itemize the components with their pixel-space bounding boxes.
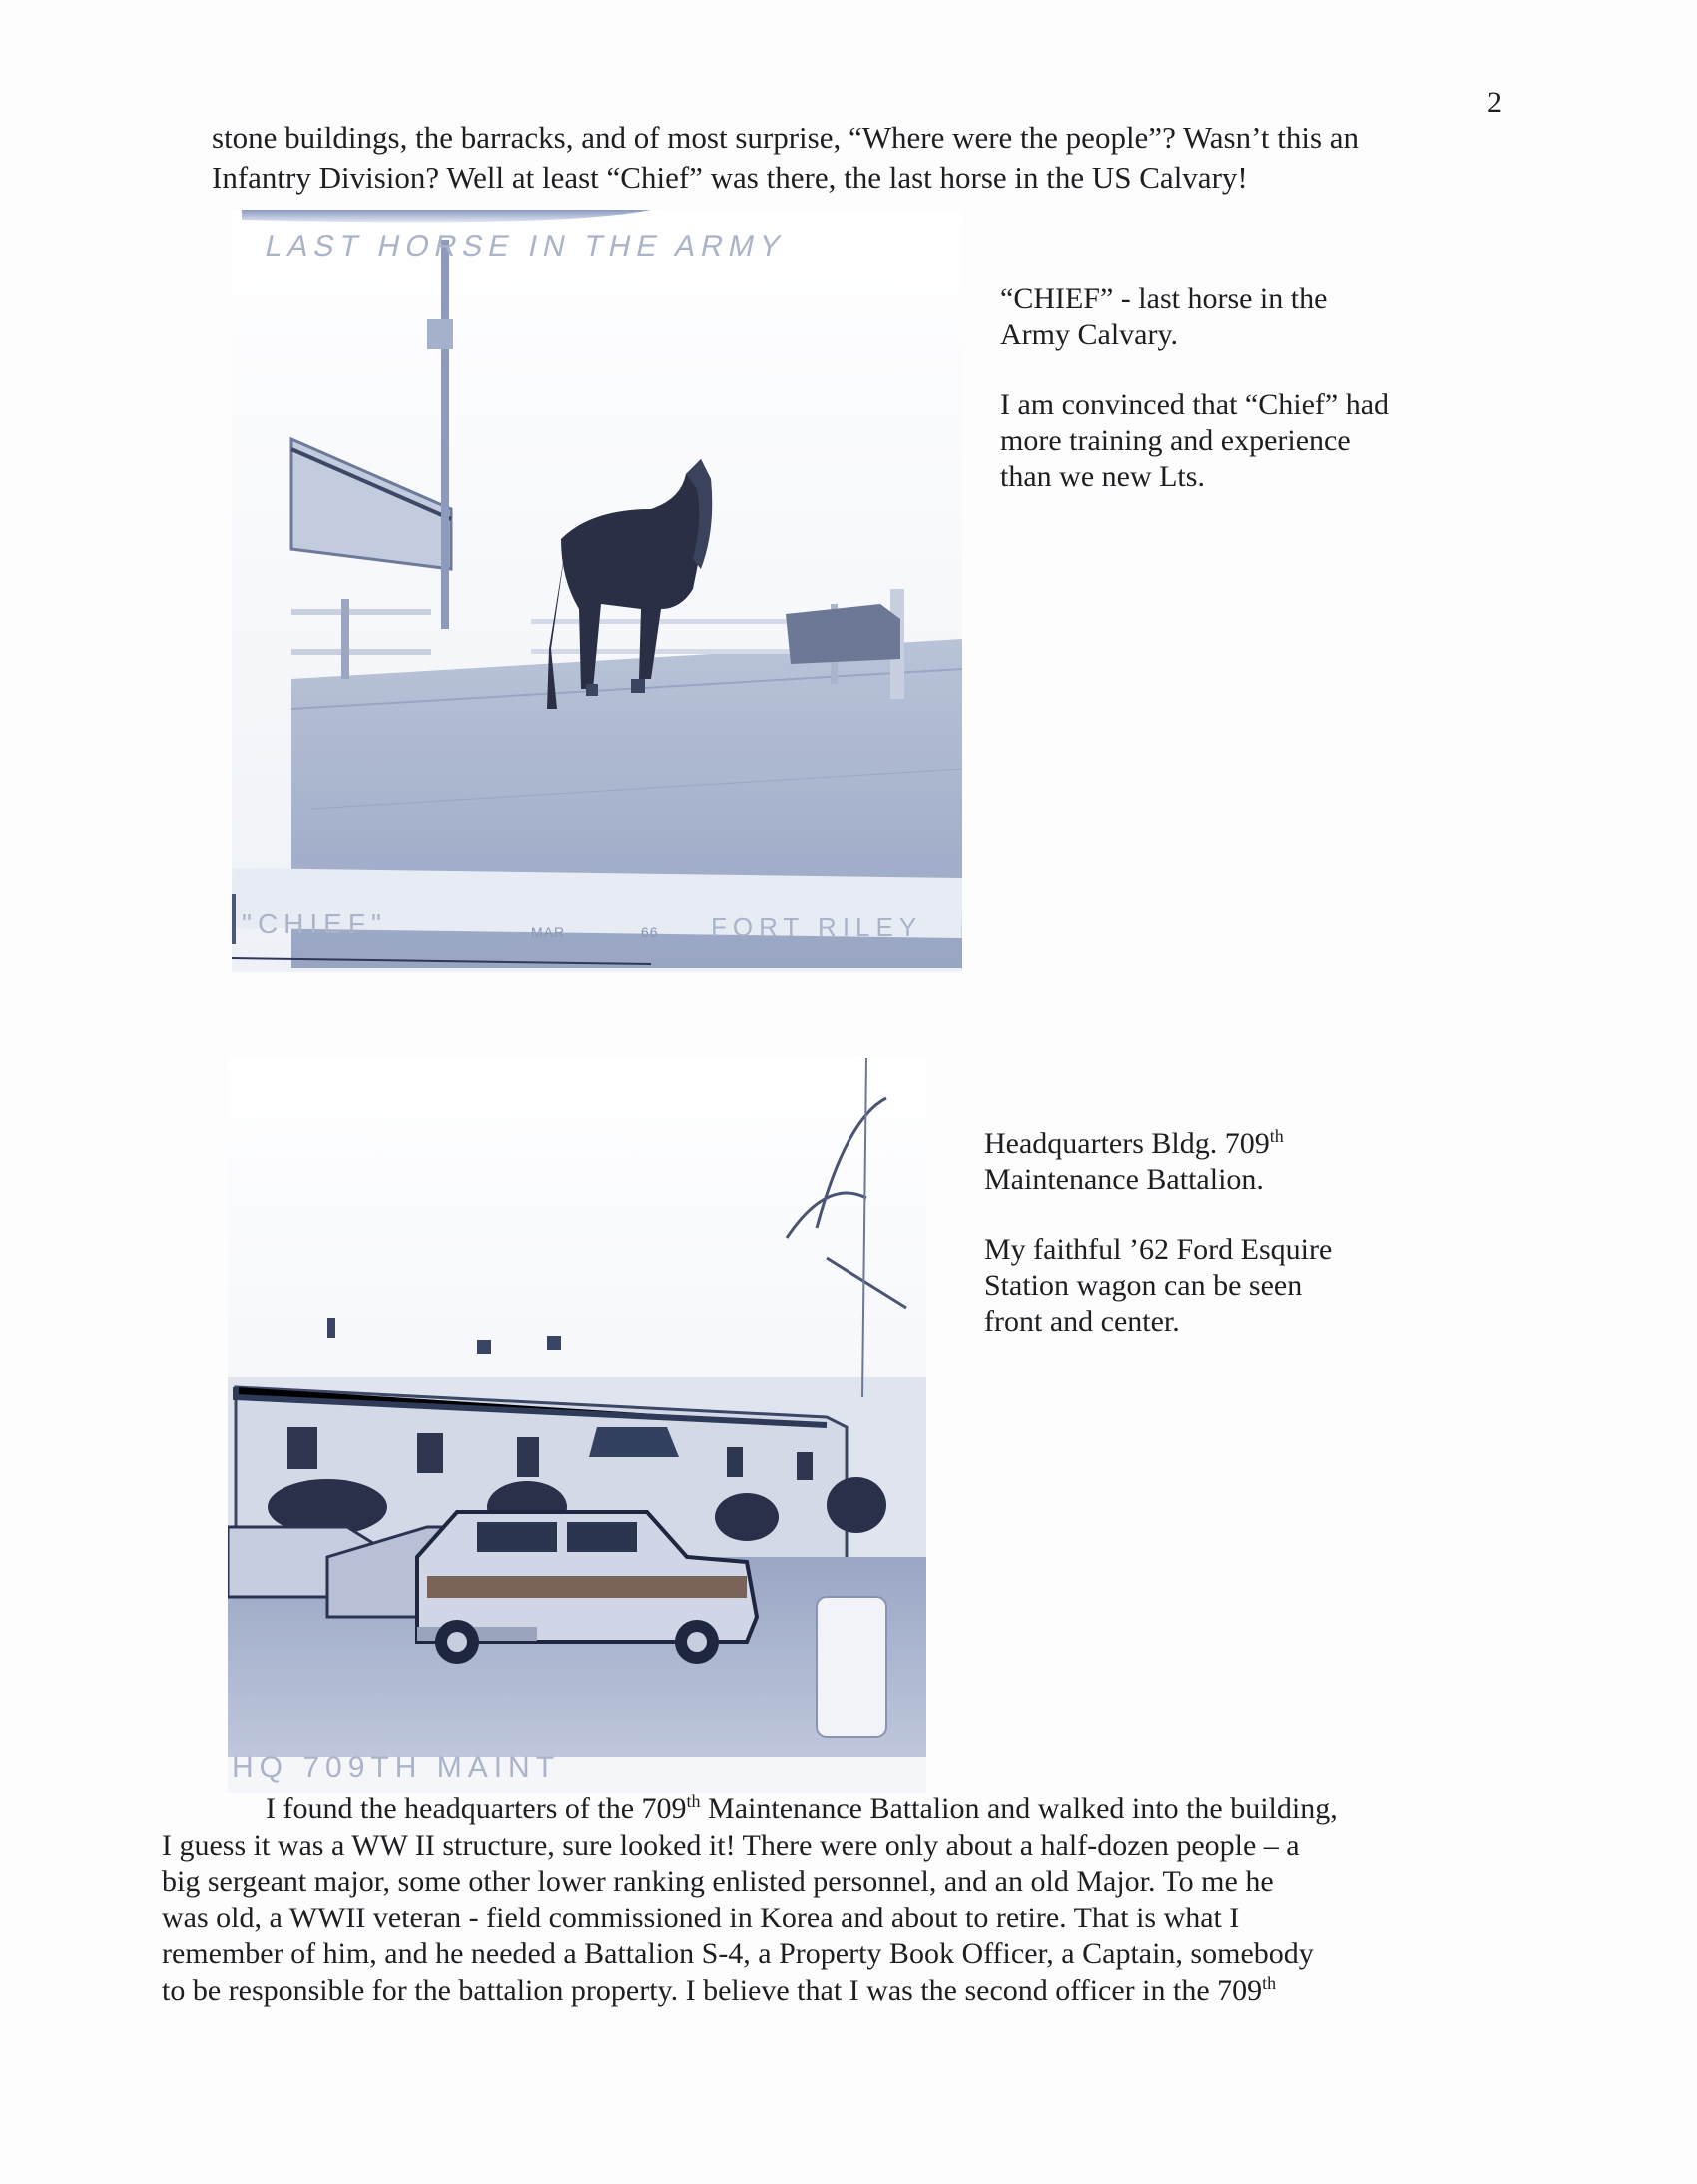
body-line: to be responsible for the battalion property. I believe that I was the second officer in the 709th — [162, 1972, 1277, 2007]
horse-caption-title: “CHIEF” - last horse in the Army Calvary. — [1000, 282, 1328, 351]
body-line: big sergeant major, some other lower ranking enlisted personnel, and an old Major. To me he — [162, 1865, 1274, 1898]
horse-photo-bottom-handwriting: "CHIEF" — [242, 908, 387, 939]
horse-caption — [1000, 281, 1419, 529]
page-number: 2 — [1487, 86, 1502, 119]
headquarters-photo — [228, 1058, 926, 1793]
horse-photo-image — [232, 210, 962, 972]
intro-line: Infantry Division? Well at least “Chief” was there, the last horse in the US Calvary! — [212, 160, 1248, 195]
headquarters-caption — [984, 1118, 1404, 1373]
headquarters-photo-handwriting: HQ 709TH MAINT — [232, 1751, 561, 1784]
headquarters-caption-note: My faithful ’62 Ford Esquire Station wagon can be seen front and center. — [984, 1233, 1333, 1338]
body-line: I guess it was a WW II structure, sure looked it! There were only about a half-dozen people – a — [162, 1828, 1300, 1862]
body-line: was old, a WWII veteran - field commissioned in Korea and about to retire. That is what I — [162, 1901, 1240, 1934]
body-line: I found the headquarters of the 709th Maintenance Battalion and walked into the building, — [266, 1791, 1338, 1825]
horse-photo — [232, 210, 962, 972]
headquarters-caption-title: Headquarters Bldg. 709th Maintenance Battalion. — [984, 1126, 1284, 1196]
body-paragraph — [162, 1791, 1459, 2009]
body-line: remember of him, and he needed a Battalion S-4, a Property Book Officer, a Captain, somebody — [162, 1937, 1314, 1970]
horse-photo-top-handwriting: LAST HORSE IN THE ARMY — [262, 230, 790, 263]
intro-paragraph — [212, 118, 1509, 198]
horse-photo-year: 66 — [641, 924, 659, 940]
horse-photo-date: MAR — [531, 924, 566, 940]
headquarters-photo-image — [228, 1058, 926, 1793]
horse-caption-note: I am convinced that “Chief” had more training and experience than we new Lts. — [1000, 388, 1390, 493]
intro-line: stone buildings, the barracks, and of most surprise, “Where were the people”? Wasn’t this an — [212, 120, 1360, 155]
horse-photo-location: FORT RILEY — [711, 912, 923, 942]
